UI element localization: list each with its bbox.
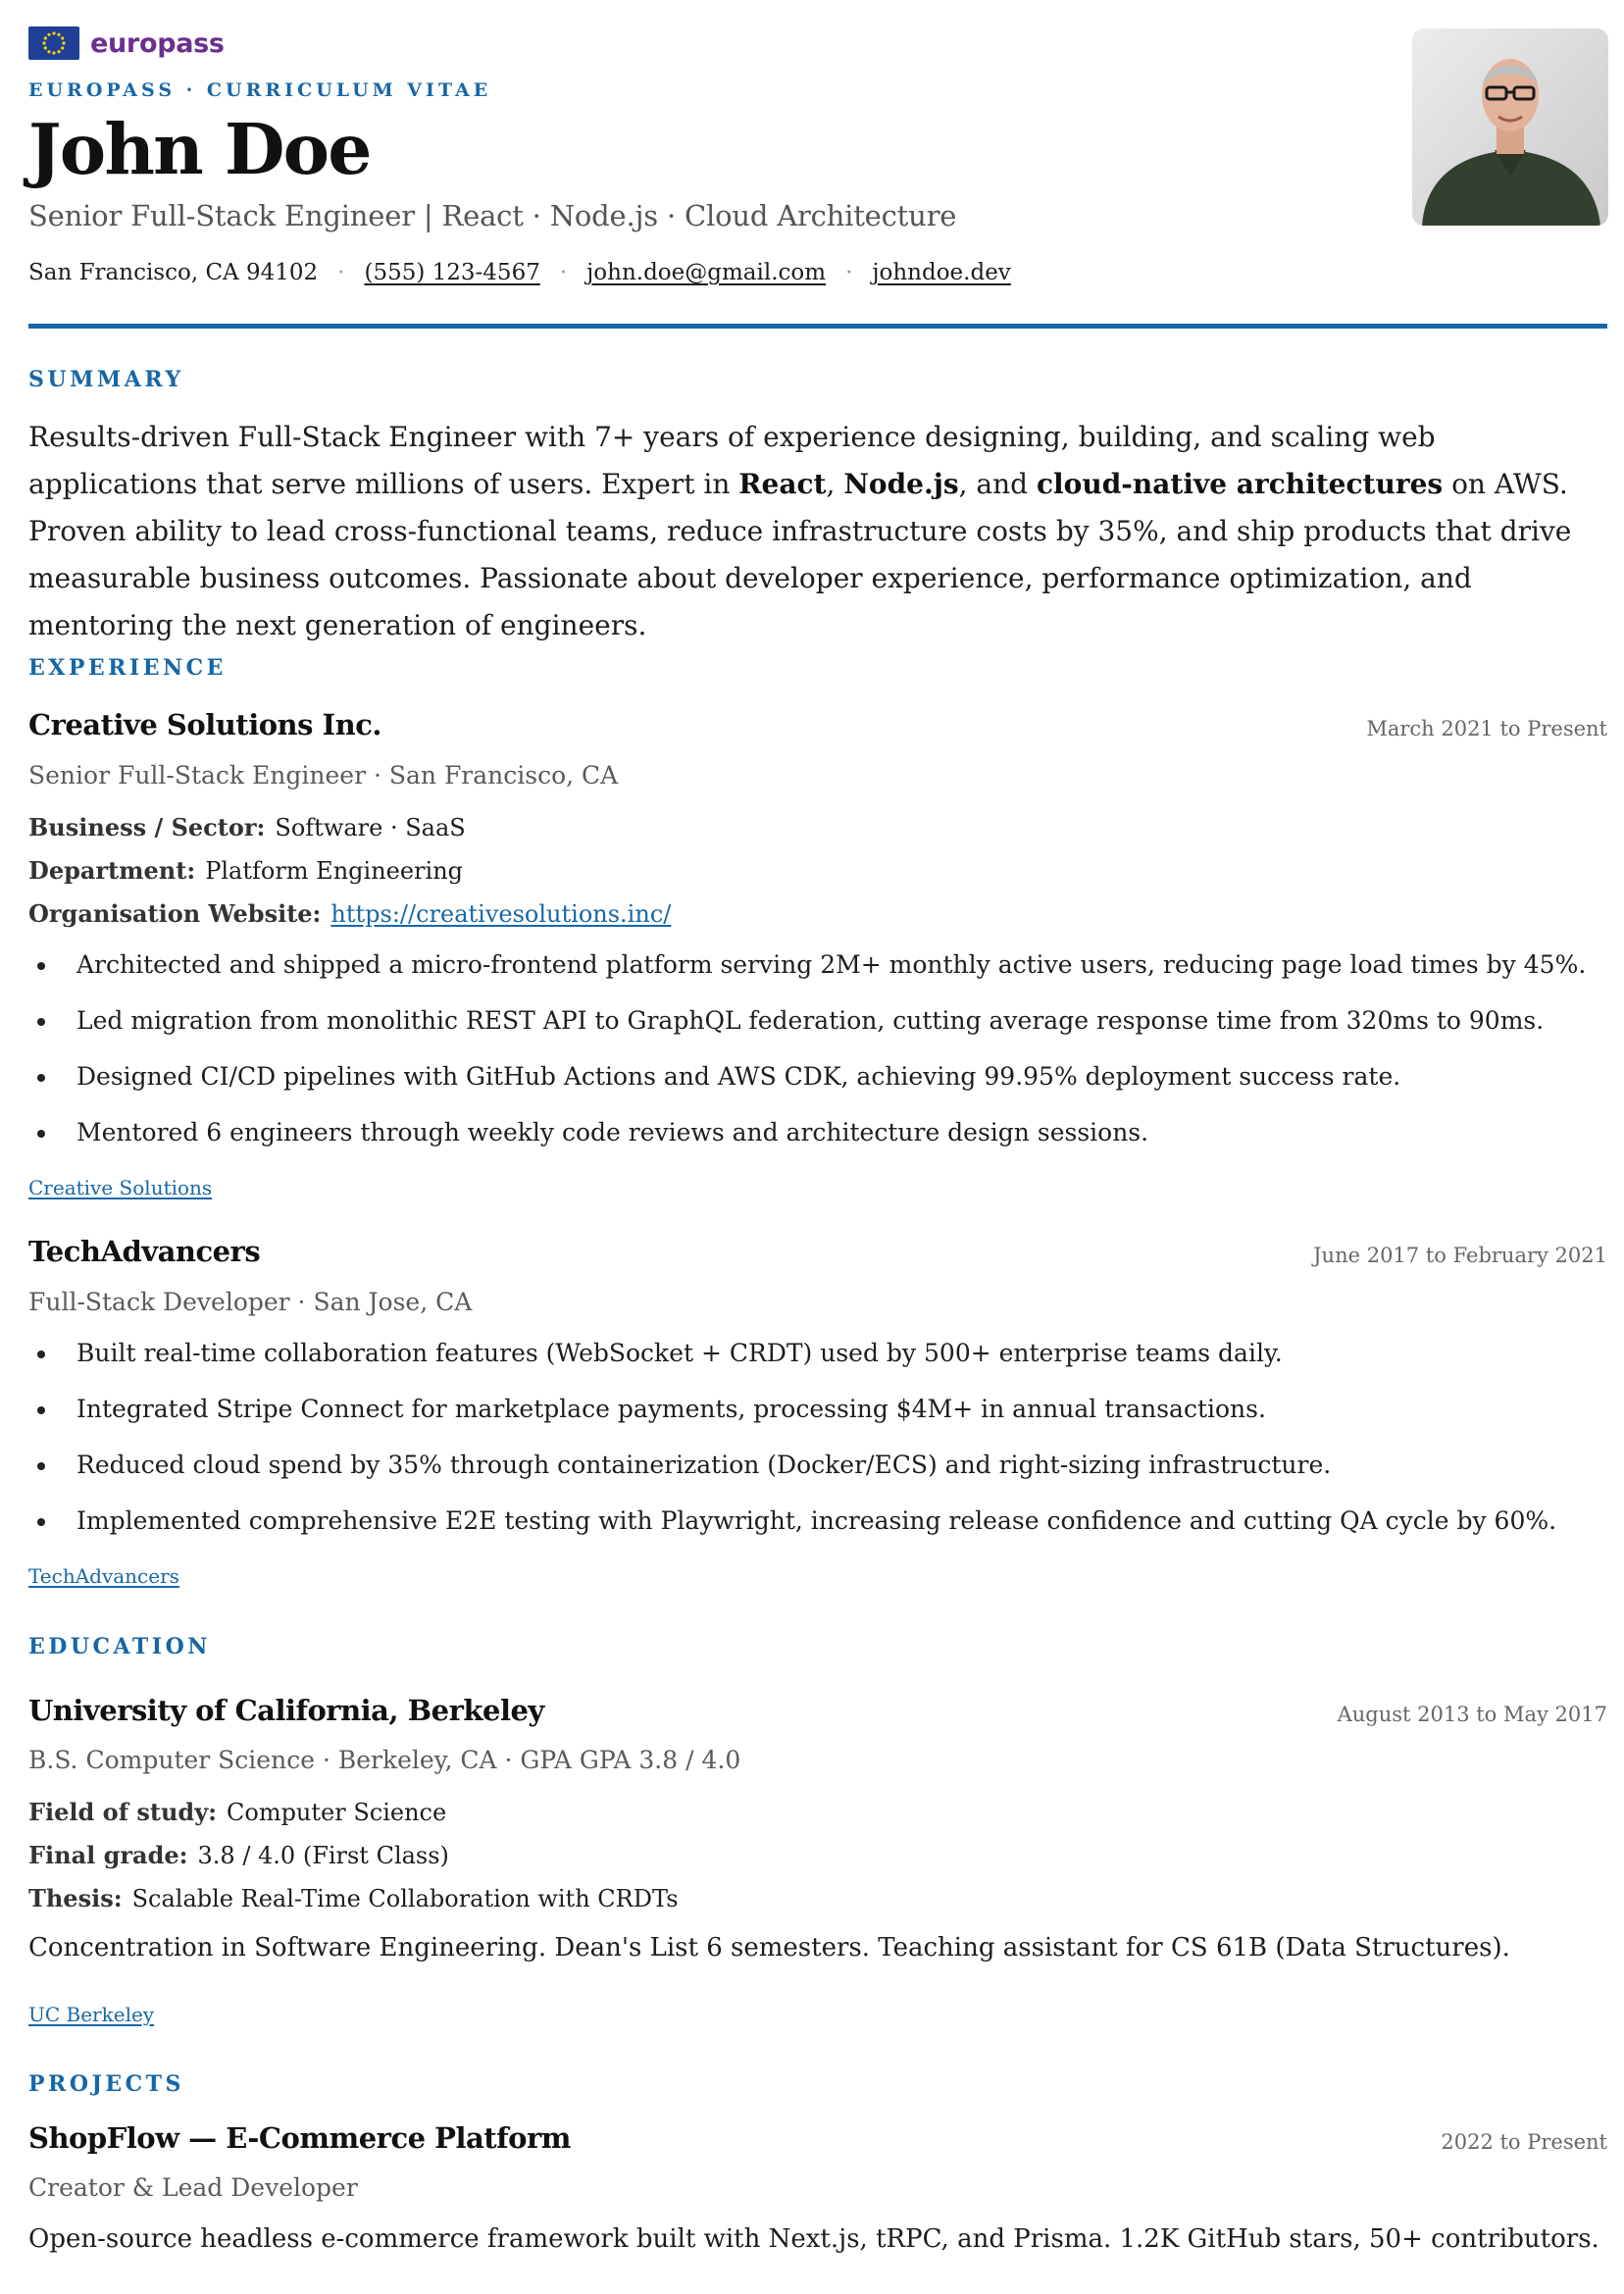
contact-separator: · bbox=[559, 260, 568, 285]
contact-separator: · bbox=[845, 260, 853, 285]
contact-line bbox=[28, 260, 1011, 285]
projects-heading: PROJECTS bbox=[28, 2071, 184, 2097]
document-type-label: EUROPASS · CURRICULUM VITAE bbox=[28, 79, 492, 101]
project-description: Open-source headless e-commerce framework built with Next.js, tRPC, and Prisma. 1.2K GitHub stars, 50+ contributors. bbox=[28, 2224, 1599, 2254]
summary-keyword: React bbox=[738, 468, 827, 500]
contact-location: San Francisco, CA 94102 bbox=[28, 260, 319, 285]
list-item: Integrated Stripe Connect for marketplace payments, processing $4M+ in annual transactions. bbox=[28, 1395, 1607, 1451]
final-grade bbox=[28, 1841, 449, 1869]
job-sector bbox=[28, 813, 466, 841]
field-of-study bbox=[28, 1798, 446, 1826]
organisation-website-link[interactable]: https://creativesolutions.inc/ bbox=[330, 900, 672, 928]
candidate-headline: Senior Full-Stack Engineer | React · Node.js · Cloud Architecture bbox=[28, 199, 957, 232]
list-item: Designed CI/CD pipelines with GitHub Actions and AWS CDK, achieving 99.95% deployment success rate. bbox=[28, 1062, 1607, 1118]
project-dates: 2022 to Present bbox=[1441, 2130, 1607, 2154]
contact-email-link[interactable]: john.doe@gmail.com bbox=[586, 260, 827, 285]
job-department bbox=[28, 856, 463, 885]
logo-wordmark: europass bbox=[90, 27, 225, 59]
degree-info: B.S. Computer Science · Berkeley, CA · GPA GPA 3.8 / 4.0 bbox=[28, 1746, 741, 1774]
job-achievements bbox=[28, 1339, 1607, 1562]
field-value: Software · SaaS bbox=[275, 814, 466, 841]
summary-heading: SUMMARY bbox=[28, 367, 184, 392]
job-company: Creative Solutions Inc. bbox=[28, 708, 381, 741]
profile-photo bbox=[1412, 28, 1608, 226]
summary-keyword: Node.js bbox=[843, 468, 959, 500]
list-item: Built real-time collaboration features (WebSocket + CRDT) used by 500+ enterprise teams daily. bbox=[28, 1339, 1607, 1395]
job-role: Senior Full-Stack Engineer · San Francisco, CA bbox=[28, 761, 619, 790]
field-label: Business / Sector: bbox=[28, 813, 266, 841]
summary-text bbox=[28, 414, 1607, 649]
field-label: Department: bbox=[28, 856, 196, 885]
summary-text-part: , and bbox=[958, 468, 1037, 500]
contact-phone-link[interactable]: (555) 123-4567 bbox=[364, 260, 540, 285]
summary-keyword: cloud-native architectures bbox=[1036, 468, 1444, 500]
school-name: University of California, Berkeley bbox=[28, 1694, 544, 1727]
europass-logo[interactable] bbox=[28, 25, 225, 61]
company-link[interactable]: Creative Solutions bbox=[28, 1176, 213, 1199]
field-value: 3.8 / 4.0 (First Class) bbox=[197, 1842, 449, 1869]
field-value: Platform Engineering bbox=[205, 857, 464, 885]
summary-text-part: on AWS. Proven ability to lead cross-functional teams, reduce infrastructure costs by 35%, and ship products that drive measurable business outcomes. Passionate about developer experience, performance optimization, and mentoring the next generation of engineers. bbox=[28, 468, 1572, 641]
education-dates: August 2013 to May 2017 bbox=[1337, 1703, 1607, 1726]
header-divider bbox=[28, 324, 1607, 329]
eu-flag-icon bbox=[28, 26, 79, 60]
project-role: Creator & Lead Developer bbox=[28, 2173, 358, 2202]
list-item: Mentored 6 engineers through weekly code reviews and architecture design sessions. bbox=[28, 1118, 1607, 1174]
school-link[interactable]: UC Berkeley bbox=[28, 2003, 155, 2026]
list-item: Led migration from monolithic REST API to GraphQL federation, cutting average response time from 320ms to 90ms. bbox=[28, 1006, 1607, 1062]
job-website bbox=[28, 899, 671, 928]
field-label: Field of study: bbox=[28, 1798, 217, 1826]
thesis bbox=[28, 1884, 679, 1912]
job-dates: March 2021 to Present bbox=[1366, 717, 1607, 740]
summary-text-part: , bbox=[826, 468, 844, 500]
contact-website-link[interactable]: johndoe.dev bbox=[872, 260, 1011, 285]
education-heading: EDUCATION bbox=[28, 1634, 211, 1659]
project-name: ShopFlow — E-Commerce Platform bbox=[28, 2121, 571, 2155]
list-item: Reduced cloud spend by 35% through containerization (Docker/ECS) and right-sizing infrastructure. bbox=[28, 1451, 1607, 1506]
contact-separator: · bbox=[337, 260, 345, 285]
candidate-name: John Doe bbox=[28, 108, 371, 190]
education-description: Concentration in Software Engineering. Dean's List 6 semesters. Teaching assistant for CS 61B (Data Structures). bbox=[28, 1933, 1510, 1963]
field-value: Scalable Real-Time Collaboration with CRDTs bbox=[131, 1885, 679, 1912]
job-dates: June 2017 to February 2021 bbox=[1313, 1244, 1607, 1267]
list-item: Architected and shipped a micro-frontend platform serving 2M+ monthly active users, reducing page load times by 45%. bbox=[28, 950, 1607, 1006]
field-label: Organisation Website: bbox=[28, 899, 322, 928]
field-label: Thesis: bbox=[28, 1884, 123, 1912]
summary-text-part: Results-driven Full-Stack Engineer with 7+ years of experience designing, building, and scaling web applications that serve millions of users. Expert in bbox=[28, 421, 1436, 500]
cv-page bbox=[28, 0, 1607, 2294]
company-link[interactable]: TechAdvancers bbox=[28, 1564, 179, 1588]
field-value: Computer Science bbox=[227, 1799, 447, 1826]
job-achievements bbox=[28, 950, 1607, 1174]
list-item: Implemented comprehensive E2E testing with Playwright, increasing release confidence and cutting QA cycle by 60%. bbox=[28, 1506, 1607, 1562]
field-label: Final grade: bbox=[28, 1841, 188, 1869]
job-role: Full-Stack Developer · San Jose, CA bbox=[28, 1288, 473, 1316]
experience-heading: EXPERIENCE bbox=[28, 655, 227, 681]
job-company: TechAdvancers bbox=[28, 1235, 261, 1268]
